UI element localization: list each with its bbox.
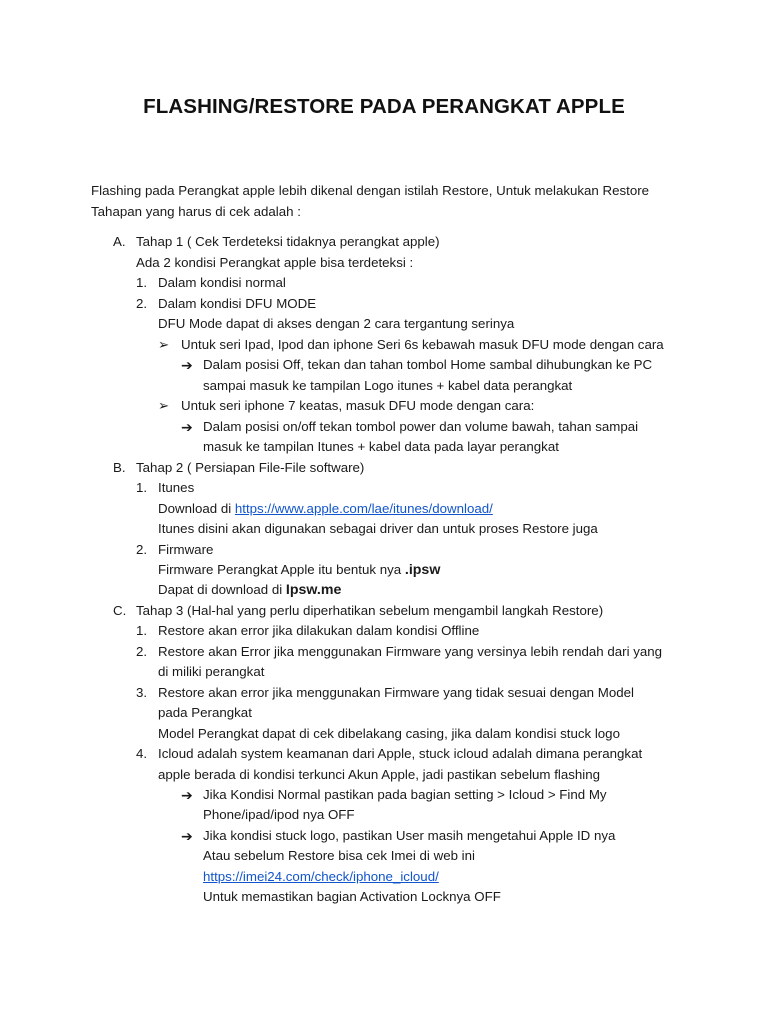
firmware-download-line xyxy=(158,580,341,600)
section-c-item-2-l1: Restore akan Error jika menggunakan Firmware yang versinya lebih rendah dari yang xyxy=(158,644,663,659)
section-c-heading: Tahap 3 (Hal-hal yang perlu diperhatikan sebelum mengambil langkah Restore) xyxy=(136,603,604,618)
list-marker-c: C. xyxy=(113,603,127,618)
download-prefix: Download di xyxy=(158,501,235,516)
section-c-item-3-l2: pada Perangkat xyxy=(158,705,252,720)
firmware-format-prefix: Firmware Perangkat Apple itu bentuk nya xyxy=(158,562,405,577)
section-a-heading: Tahap 1 ( Cek Terdeteksi tidaknya perangkat apple) xyxy=(136,234,440,249)
firmware-format-line xyxy=(158,560,440,580)
section-a-bullet-2-step-l2: masuk ke tampilan Itunes + kabel data pada layar perangkat xyxy=(203,439,559,454)
list-marker-a: A. xyxy=(113,234,126,249)
list-marker-num: 1. xyxy=(136,623,148,638)
section-c-arrow-2-l4: Untuk memastikan bagian Activation Locknya OFF xyxy=(203,889,501,904)
list-marker-num: 4. xyxy=(136,746,148,761)
section-a-item-1: Dalam kondisi normal xyxy=(158,275,286,290)
section-c-arrow-2-l1: Jika kondisi stuck logo, pastikan User masih mengetahui Apple ID nya xyxy=(203,828,616,843)
arrow-bullet-icon: ➔ xyxy=(181,357,193,373)
arrow-bullet-icon: ➔ xyxy=(181,828,193,844)
section-c-item-2-l2: di miliki perangkat xyxy=(158,664,265,679)
page-title: FLASHING/RESTORE PADA PERANGKAT APPLE xyxy=(143,95,625,118)
section-c-arrow-2-l2: Atau sebelum Restore bisa cek Imei di web ini xyxy=(203,848,475,863)
section-a-sub: Ada 2 kondisi Perangkat apple bisa terdeteksi : xyxy=(136,255,414,270)
section-a-item-2: Dalam kondisi DFU MODE xyxy=(158,296,317,311)
download-line xyxy=(158,499,493,519)
itunes-download-link[interactable]: https://www.apple.com/lae/itunes/download/ xyxy=(234,501,493,516)
list-marker-num: 1. xyxy=(136,275,148,290)
section-a-bullet-1: Untuk seri Ipad, Ipod dan iphone Seri 6s kebawah masuk DFU mode dengan cara xyxy=(181,337,664,352)
list-marker-num: 1. xyxy=(136,480,148,495)
section-c-item-1: Restore akan error jika dilakukan dalam kondisi Offline xyxy=(158,623,480,638)
triangle-bullet-icon: ➢ xyxy=(158,398,170,413)
list-marker-num: 2. xyxy=(136,644,148,659)
firmware-download-prefix: Dapat di download di xyxy=(158,582,286,597)
section-b-item-1-note: Itunes disini akan digunakan sebagai driver dan untuk proses Restore juga xyxy=(158,521,598,536)
section-c-item-4-l1: Icloud adalah system keamanan dari Apple, stuck icloud adalah dimana perangkat xyxy=(158,746,643,761)
section-c-item-3-note: Model Perangkat dapat di cek dibelakang casing, jika dalam kondisi stuck logo xyxy=(158,726,620,741)
arrow-bullet-icon: ➔ xyxy=(181,419,193,435)
list-marker-num: 2. xyxy=(136,542,148,557)
imei-link-line xyxy=(203,867,439,887)
list-marker-b: B. xyxy=(113,460,126,475)
imei-check-link[interactable]: https://imei24.com/check/iphone_icloud/ xyxy=(203,869,439,884)
list-marker-num: 3. xyxy=(136,685,148,700)
list-marker-num: 2. xyxy=(136,296,148,311)
section-a-bullet-2-step-l1: Dalam posisi on/off tekan tombol power dan volume bawah, tahan sampai xyxy=(203,419,639,434)
section-a-bullet-2: Untuk seri iphone 7 keatas, masuk DFU mode dengan cara: xyxy=(181,398,535,413)
section-a-bullet-1-step-l1: Dalam posisi Off, tekan dan tahan tombol Home sambal dihubungkan ke PC xyxy=(203,357,653,372)
section-c-arrow-1-l2: Phone/ipad/ipod nya OFF xyxy=(203,807,355,822)
section-c-item-4-l2: apple berada di kondisi terkunci Akun Apple, jadi pastikan sebelum flashing xyxy=(158,767,601,782)
section-b-item-2: Firmware xyxy=(158,542,214,557)
section-a-bullet-1-step-l2: sampai masuk ke tampilan Logo itunes + kabel data perangkat xyxy=(203,378,573,393)
intro-line-1: Flashing pada Perangkat apple lebih dikenal dengan istilah Restore, Untuk melakukan Restore xyxy=(91,183,650,198)
section-b-heading: Tahap 2 ( Persiapan File-File software) xyxy=(136,460,365,475)
section-c-item-3-l1: Restore akan error jika menggunakan Firmware yang tidak sesuai dengan Model xyxy=(158,685,634,700)
section-c-arrow-1-l1: Jika Kondisi Normal pastikan pada bagian setting > Icloud > Find My xyxy=(203,787,607,802)
triangle-bullet-icon: ➢ xyxy=(158,337,170,352)
arrow-bullet-icon: ➔ xyxy=(181,787,193,803)
firmware-extension: .ipsw xyxy=(404,562,441,578)
section-b-item-1: Itunes xyxy=(158,480,195,495)
intro-line-2: Tahapan yang harus di cek adalah : xyxy=(91,204,301,219)
firmware-site: Ipsw.me xyxy=(285,582,342,598)
section-a-item-2-note: DFU Mode dapat di akses dengan 2 cara tergantung serinya xyxy=(158,316,515,331)
